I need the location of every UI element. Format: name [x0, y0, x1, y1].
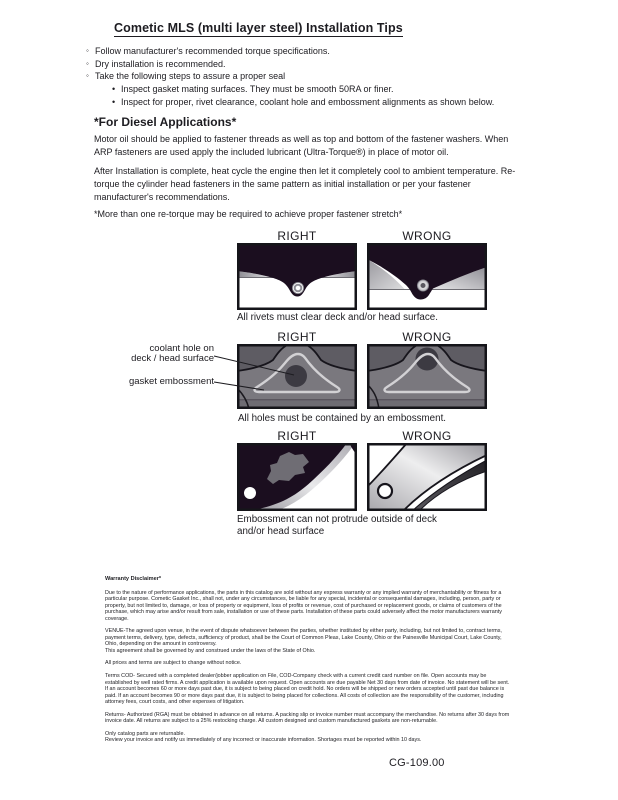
legal-paragraph: Returns- Authorized (RGA) must be obtained in advance on all returns. A packing slip or invoice number must accompany the merchandise. No returns after 30 days from invoice date. All returns are subject to a 25% restocking charge. All custom designed and custom manufactured gaskets are non-returnable. [105, 711, 510, 725]
page-title: Cometic MLS (multi layer steel) Installation Tips [114, 21, 403, 35]
bolt-hole [244, 487, 256, 499]
legal-paragraph: Due to the nature of performance applications, the parts in this catalog are sold without any express warranty or any implied warranty of merchantability or fitness for a particular purpose. Cometic Gasket Inc., shall not, under any circumstances, be liable for any special, incidental or consequential damages, including, person, party or property, but not limited to, damage, or loss of property or equipment, loss of profits or revenue, cost of purchased or replacement goods, or claims of customers of the purchase, which may arise and/or result from sale, installation or use of these parts. Installation of these parts could adversely affect the motor manufacturers warranty coverage. [105, 589, 502, 622]
warranty-heading: Warranty Disclaimer* [105, 576, 162, 582]
legal-paragraph: VENUE-The agreed upon venue, in the event of dispute whatsoever between the parties, whether instituted by either party, including, but not limited to, contract terms, payment terms, delivery, type, defects, sufficiency of product, shall be the Court of Common Pleas, Lake County, Ohio or the Painesville Municipal Court, Lake County, Ohio, depending on the amount in controversy. [105, 628, 502, 648]
rivet-clearance-wrong-diagram [367, 243, 487, 310]
protrusion-wrong-diagram [367, 443, 487, 511]
tip-text: Take the following steps to assure a proper seal [95, 71, 286, 82]
legal-paragraph: Terms COD- Secured with a completed dealer/jobber application on File, COD-Company check with a current credit card number on file. Open accounts may be established by well rated firms. A credit application is available upon request. Open accounts are due payable Net 30 days from date of invoice. No statement will be sent. If an account becomes 60 or more days past due, it is subject to being placed on credit hold. No orders will be shipped or new orders accepted until past due balance is paid. If an account becomes 90 or more days past due, it is subject to being placed for collections. All costs of collection are the responsibility of the customer, including attorney fees, court costs, and other expenses of litigation. [105, 673, 510, 706]
tip-text: Inspect gasket mating surfaces. They must be smooth 50RA or finer. [121, 84, 394, 95]
open-bullet-icon: ◦ [86, 71, 89, 81]
rivet-clearance-right-diagram [237, 243, 357, 310]
right-label: RIGHT [277, 330, 317, 344]
open-bullet-icon: ◦ [86, 46, 89, 55]
row2-caption: All holes must be contained by an embossment. [238, 413, 447, 424]
open-bullet-icon: ◦ [86, 58, 89, 68]
list-item [86, 58, 566, 71]
tip-text: Follow manufacturer's recommended torque specifications. [95, 46, 330, 56]
bolt-hole [378, 484, 392, 498]
page-code: CG-109.00 [389, 757, 445, 769]
tip-text: Dry installation is recommended. [95, 58, 226, 69]
filled-bullet-icon: • [112, 96, 116, 107]
list-item [86, 45, 566, 58]
wrong-label: WRONG [402, 429, 452, 443]
wrong-label: WRONG [402, 229, 452, 243]
diesel-section-heading: *For Diesel Applications* [94, 115, 237, 129]
warranty-disclaimer [105, 576, 512, 750]
wrong-label: WRONG [402, 330, 452, 344]
right-label: RIGHT [277, 229, 317, 243]
row1-caption: All rivets must clear deck and/or head surface. [237, 312, 438, 323]
installation-tips-list [86, 45, 566, 109]
filled-bullet-icon: • [112, 84, 116, 95]
gasket-embossment-label: gasket embossment [128, 376, 214, 387]
legal-paragraph: All prices and terms are subject to change without notice. [105, 660, 242, 667]
list-item [86, 96, 566, 109]
retorque-note: *More than one re-torque may be required to achieve proper fastener stretch* [94, 209, 403, 219]
row3-caption: Embossment can not protrude outside of deck and/or head surface [237, 514, 437, 537]
diesel-paragraph-1: Motor oil should be applied to fastener threads as well as top and bottom of the fastener washers. When ARP fasteners are used apply the included lubricant (Ultra-Torque®) in place of motor oil. [94, 134, 509, 157]
hole-containment-wrong-diagram [367, 344, 487, 409]
legal-paragraph: This agreement shall be governed by and construed under the laws of the State of Ohio. [105, 647, 316, 654]
right-label: RIGHT [277, 429, 317, 443]
legal-paragraph: Review your invoice and notify us immediately of any incorrect or inaccurate information. Shortages must be reported within 10 days. [105, 737, 422, 744]
list-item [86, 70, 566, 83]
tip-text: Inspect for proper, rivet clearance, coolant hole and embossment alignments as shown below. [121, 96, 495, 107]
protrusion-right-diagram [237, 443, 357, 511]
diesel-paragraph-2: After Installation is complete, heat cycle the engine then let it completely cool to ambient temperature. Re-torque the cylinder head fasteners in the same pattern as initial installation or per your fastener manufacturer's recommendations. [94, 166, 516, 202]
coolant-hole-label: coolant hole on deck / head surface [131, 343, 214, 364]
legal-paragraph: Only catalog parts are returnable. [105, 730, 186, 737]
leader-lines [212, 348, 304, 396]
list-item [86, 83, 566, 96]
